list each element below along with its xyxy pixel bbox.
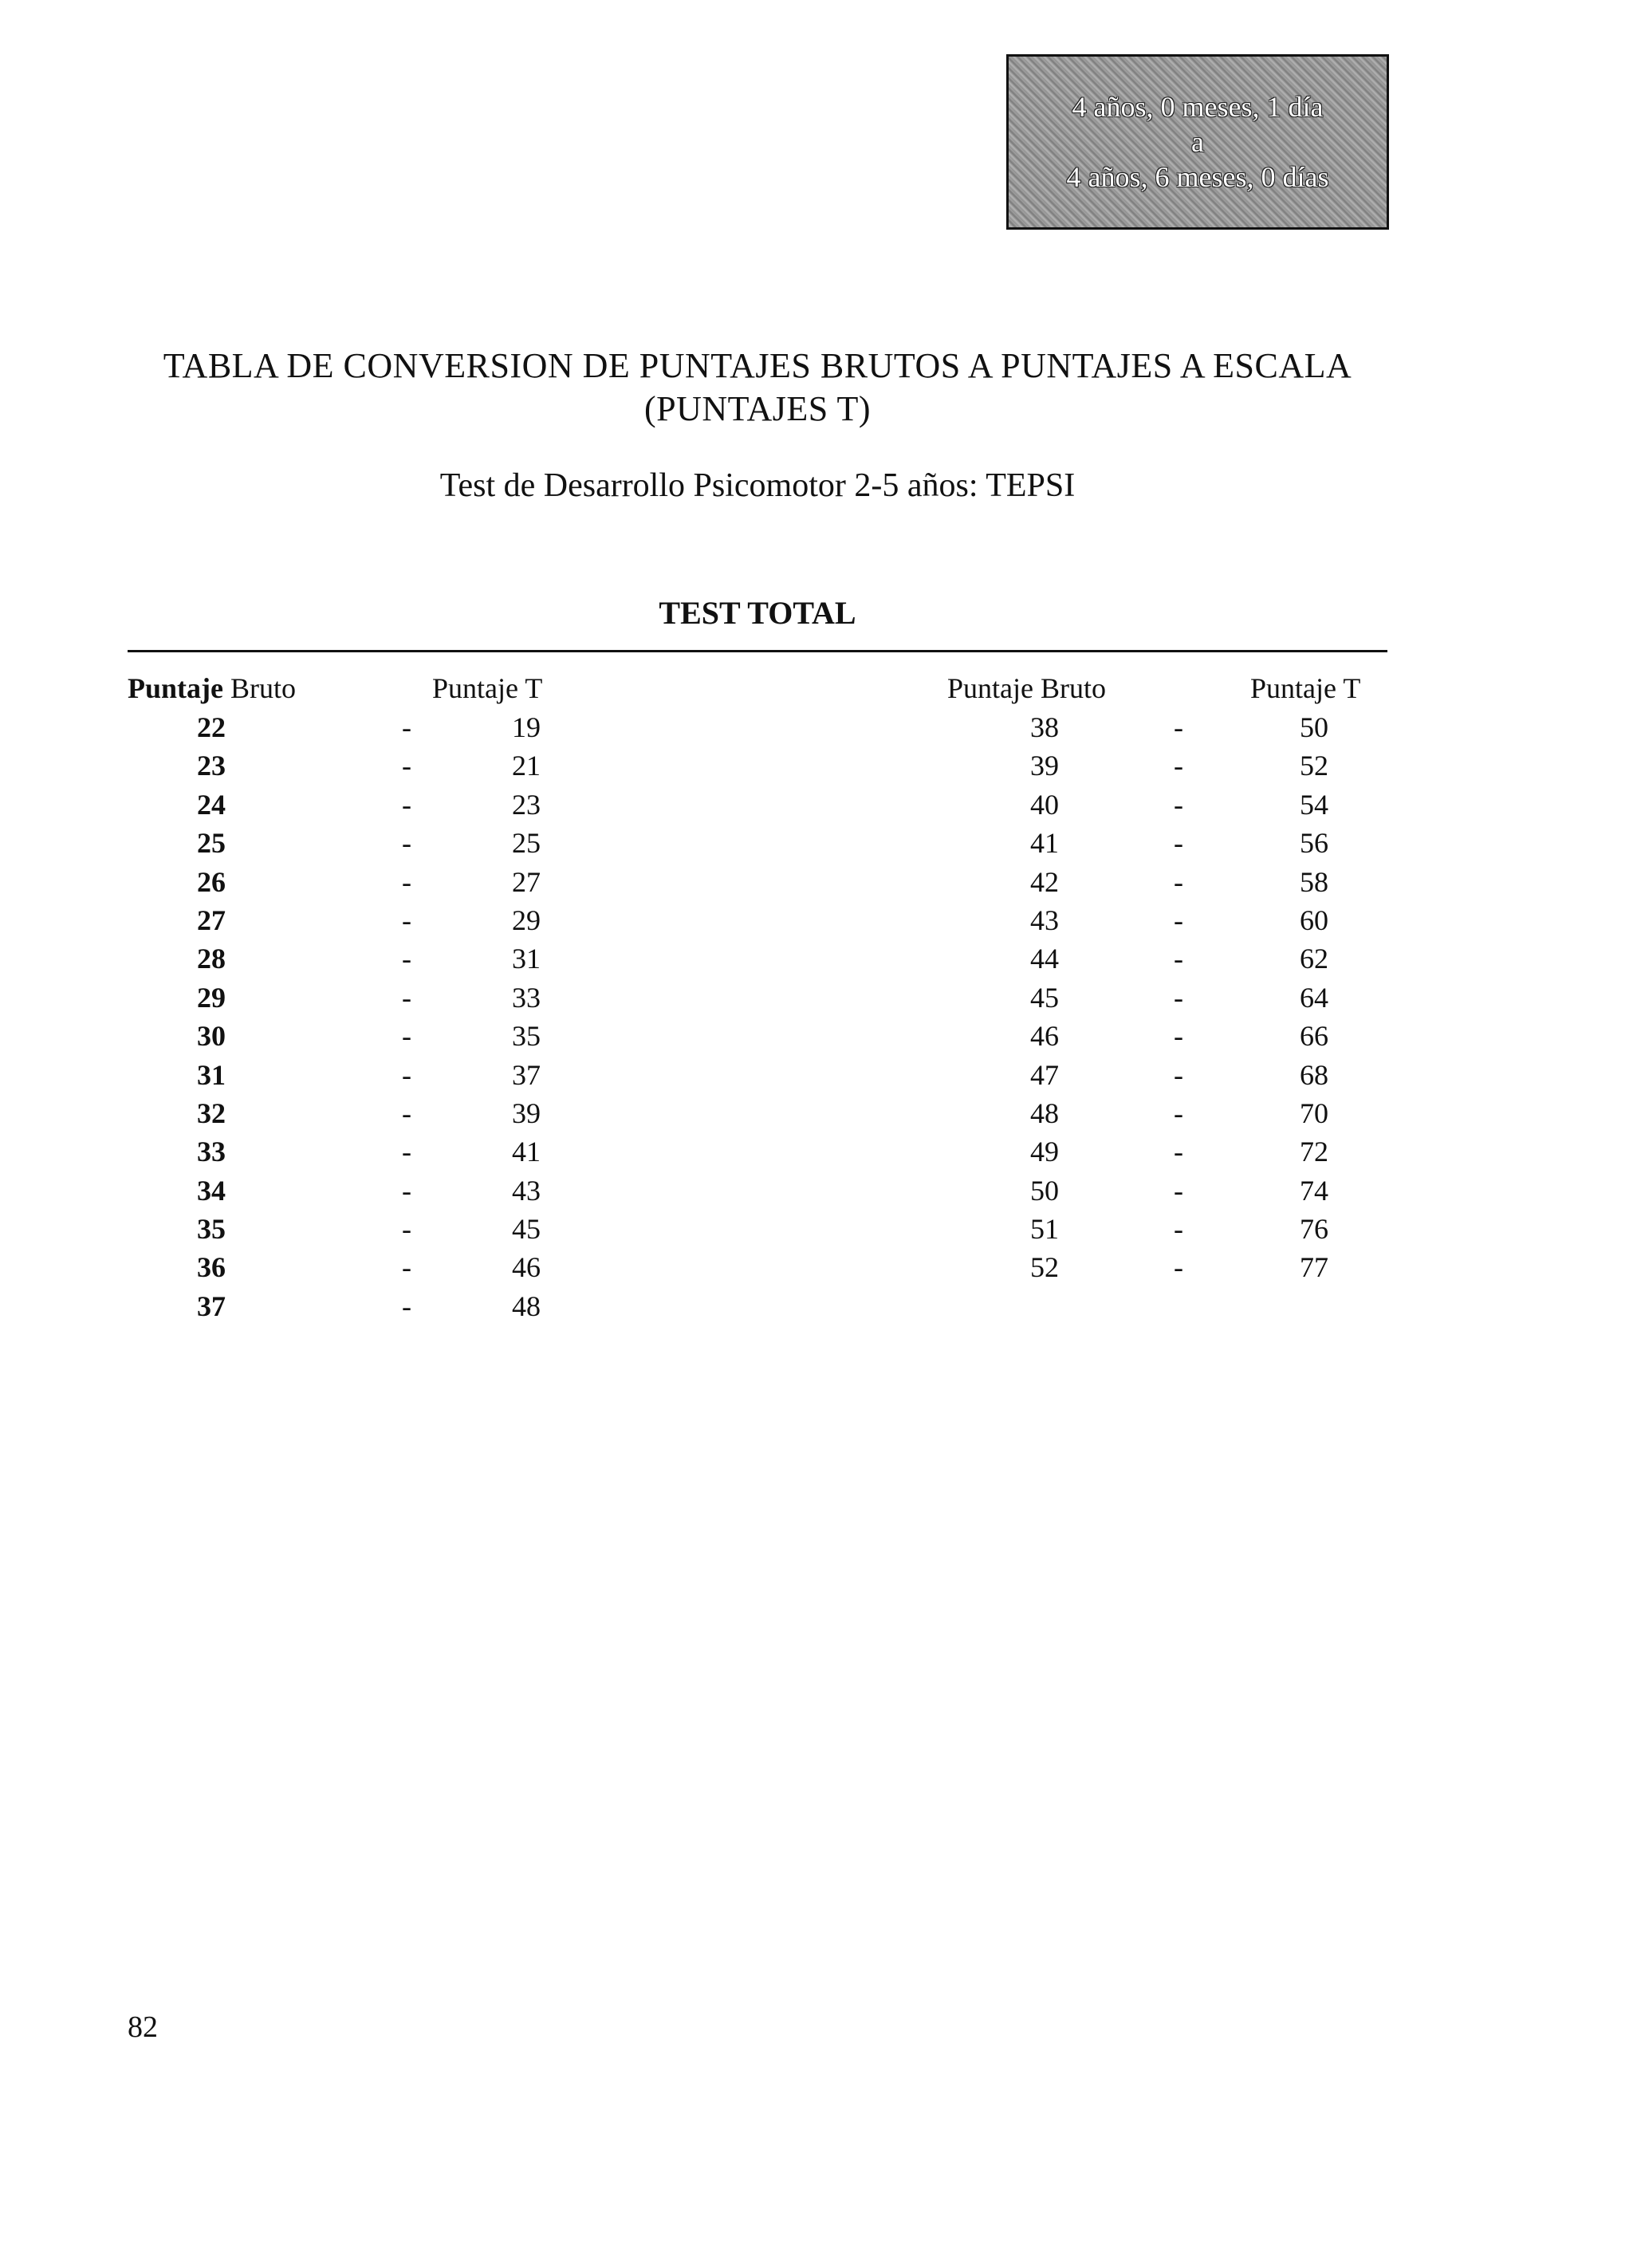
- raw-score: 33: [197, 1136, 226, 1168]
- header-divider: [128, 650, 1387, 652]
- table-row: [1005, 1248, 1371, 1286]
- t-score: 37: [512, 1058, 541, 1091]
- raw-score: 28: [197, 943, 226, 975]
- raw-score: 48: [1030, 1097, 1059, 1129]
- table-row: [171, 901, 586, 939]
- right-raw-score-header: Puntaje Bruto: [947, 672, 1106, 704]
- table-row: [171, 1094, 586, 1132]
- t-score: 43: [512, 1174, 541, 1207]
- raw-score: 22: [197, 711, 226, 743]
- t-score: 33: [512, 981, 541, 1014]
- table-row: [1005, 1017, 1371, 1055]
- left-raw-score-header-word: Puntaje: [128, 672, 223, 704]
- raw-score: 36: [197, 1251, 226, 1284]
- row-separator: -: [1174, 865, 1183, 898]
- row-separator: -: [402, 1020, 411, 1053]
- raw-score: 44: [1030, 943, 1059, 975]
- row-separator: -: [402, 981, 411, 1014]
- age-range-connector: a: [1191, 126, 1204, 158]
- age-range-box: [1006, 54, 1389, 230]
- raw-score: 29: [197, 981, 226, 1014]
- t-score: 45: [512, 1213, 541, 1246]
- row-separator: -: [402, 1213, 411, 1246]
- t-score: 29: [512, 904, 541, 936]
- table-row: [171, 708, 586, 746]
- raw-score: 37: [197, 1290, 226, 1322]
- t-score: 52: [1300, 750, 1328, 782]
- row-separator: -: [402, 1174, 411, 1207]
- raw-score: 43: [1030, 904, 1059, 936]
- row-separator: -: [1174, 1213, 1183, 1246]
- row-separator: -: [402, 1136, 411, 1168]
- table-row: [1005, 1094, 1371, 1132]
- raw-score: 40: [1030, 788, 1059, 821]
- row-separator: -: [1174, 1097, 1183, 1129]
- t-score: 72: [1300, 1136, 1328, 1168]
- table-row: [171, 1171, 586, 1210]
- t-score: 70: [1300, 1097, 1328, 1129]
- raw-score: 23: [197, 750, 226, 782]
- t-score: 74: [1300, 1174, 1328, 1207]
- row-separator: -: [402, 788, 411, 821]
- table-row: [171, 1017, 586, 1055]
- row-separator: -: [1174, 827, 1183, 860]
- left-score-column: [171, 708, 586, 1325]
- table-row: [1005, 978, 1371, 1017]
- table-row: [1005, 939, 1371, 978]
- table-row: [1005, 708, 1371, 746]
- raw-score: 52: [1030, 1251, 1059, 1284]
- t-score: 25: [512, 827, 541, 860]
- table-row: [171, 1248, 586, 1286]
- t-score: 48: [512, 1290, 541, 1322]
- t-score: 39: [512, 1097, 541, 1129]
- table-row: [1005, 1056, 1371, 1094]
- row-separator: -: [1174, 1020, 1183, 1053]
- t-score: 77: [1300, 1251, 1328, 1284]
- raw-score: 32: [197, 1097, 226, 1129]
- row-separator: -: [402, 1097, 411, 1129]
- left-t-score-header: Puntaje T: [432, 672, 543, 704]
- row-separator: -: [402, 1290, 411, 1322]
- row-separator: -: [1174, 711, 1183, 743]
- section-heading: TEST TOTAL: [659, 595, 856, 631]
- table-row: [1005, 1210, 1371, 1248]
- t-score: 58: [1300, 865, 1328, 898]
- t-score: 46: [512, 1251, 541, 1284]
- table-row: [171, 863, 586, 901]
- table-row: [171, 939, 586, 978]
- table-row: [1005, 824, 1371, 862]
- t-score: 35: [512, 1020, 541, 1053]
- row-separator: -: [402, 750, 411, 782]
- t-score: 23: [512, 788, 541, 821]
- right-t-score-header: Puntaje T: [1250, 672, 1361, 704]
- row-separator: -: [1174, 943, 1183, 975]
- table-row: [1005, 901, 1371, 939]
- right-score-column: [1005, 708, 1371, 1287]
- raw-score: 27: [197, 904, 226, 936]
- table-row: [1005, 1171, 1371, 1210]
- raw-score: 26: [197, 865, 226, 898]
- row-separator: -: [1174, 750, 1183, 782]
- row-separator: -: [1174, 1058, 1183, 1091]
- row-separator: -: [1174, 981, 1183, 1014]
- table-row: [171, 1056, 586, 1094]
- row-separator: -: [402, 711, 411, 743]
- t-score: 60: [1300, 904, 1328, 936]
- age-range-end: 4 años, 6 meses, 0 días: [1066, 161, 1329, 193]
- t-score: 64: [1300, 981, 1328, 1014]
- t-score: 76: [1300, 1213, 1328, 1246]
- raw-score: 25: [197, 827, 226, 860]
- t-score: 68: [1300, 1058, 1328, 1091]
- table-row: [171, 786, 586, 824]
- row-separator: -: [402, 904, 411, 936]
- t-score: 66: [1300, 1020, 1328, 1053]
- raw-score: 31: [197, 1058, 226, 1091]
- row-separator: -: [1174, 788, 1183, 821]
- t-score: 27: [512, 865, 541, 898]
- t-score: 31: [512, 943, 541, 975]
- raw-score: 51: [1030, 1213, 1059, 1246]
- raw-score: 39: [1030, 750, 1059, 782]
- t-score: 56: [1300, 827, 1328, 860]
- table-row: [1005, 746, 1371, 785]
- raw-score: 38: [1030, 711, 1059, 743]
- raw-score: 34: [197, 1174, 226, 1207]
- row-separator: -: [402, 827, 411, 860]
- t-score: 19: [512, 711, 541, 743]
- raw-score: 24: [197, 788, 226, 821]
- age-range-start: 4 años, 0 meses, 1 día: [1072, 91, 1324, 123]
- raw-score: 41: [1030, 827, 1059, 860]
- table-row: [171, 1210, 586, 1248]
- raw-score: 49: [1030, 1136, 1059, 1168]
- t-score: 21: [512, 750, 541, 782]
- table-row: [1005, 863, 1371, 901]
- table-row: [1005, 786, 1371, 824]
- raw-score: 42: [1030, 865, 1059, 898]
- table-row: [171, 746, 586, 785]
- page-number: 82: [128, 2010, 158, 2044]
- raw-score: 47: [1030, 1058, 1059, 1091]
- left-raw-score-header-word-2: Bruto: [230, 672, 297, 704]
- table-row: [171, 1287, 586, 1325]
- table-row: [171, 978, 586, 1017]
- t-score: 41: [512, 1136, 541, 1168]
- table-row: [171, 824, 586, 862]
- raw-score: 30: [197, 1020, 226, 1053]
- left-raw-score-header: [128, 671, 296, 705]
- raw-score: 45: [1030, 981, 1059, 1014]
- row-separator: -: [1174, 1174, 1183, 1207]
- row-separator: -: [402, 1251, 411, 1284]
- row-separator: -: [402, 865, 411, 898]
- raw-score: 46: [1030, 1020, 1059, 1053]
- row-separator: -: [1174, 1136, 1183, 1168]
- raw-score: 50: [1030, 1174, 1059, 1207]
- row-separator: -: [1174, 904, 1183, 936]
- row-separator: -: [1174, 1251, 1183, 1284]
- raw-score: 35: [197, 1213, 226, 1246]
- row-separator: -: [402, 943, 411, 975]
- row-separator: -: [402, 1058, 411, 1091]
- page-title: TABLA DE CONVERSION DE PUNTAJES BRUTOS A PUNTAJES A ESCALA (PUNTAJES T): [163, 346, 1352, 428]
- page-subtitle: Test de Desarrollo Psicomotor 2-5 años: TEPSI: [439, 467, 1076, 504]
- t-score: 50: [1300, 711, 1328, 743]
- table-row: [1005, 1132, 1371, 1171]
- table-row: [171, 1132, 586, 1171]
- t-score: 62: [1300, 943, 1328, 975]
- t-score: 54: [1300, 788, 1328, 821]
